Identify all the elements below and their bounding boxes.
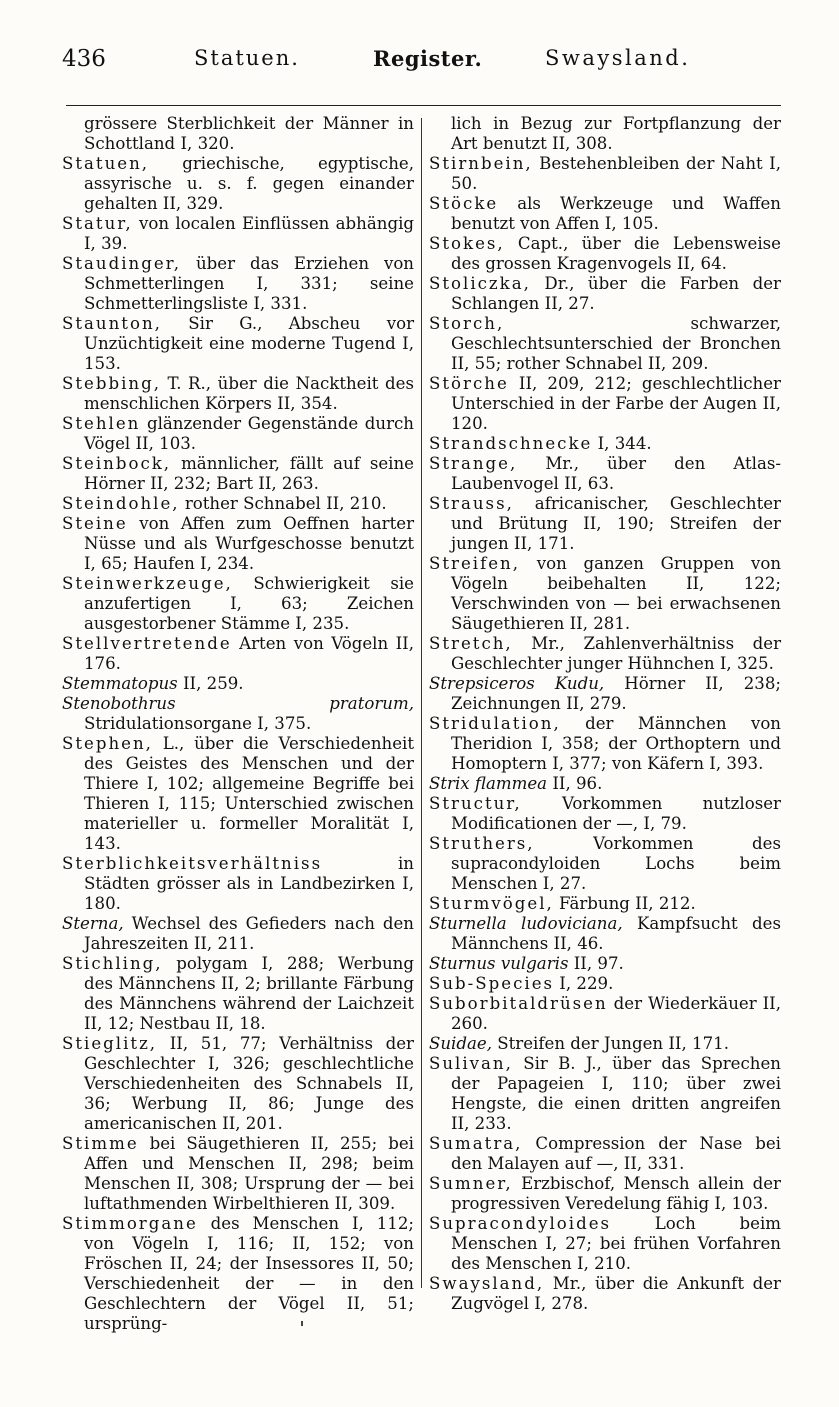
entry-text: I, 344.	[592, 434, 652, 453]
entry-text: T. R., über die Nacktheit des menschlichen Körpers II, 354.	[84, 374, 414, 413]
entry-text: der Männchen von Theridion I, 358; der Orthoptern und Homoptern I, 377; von Käfern I, 393.	[451, 714, 781, 773]
index-entry	[429, 954, 781, 974]
index-entry	[429, 494, 781, 554]
entry-text: von ganzen Gruppen von Vögeln beibehalten II, 122; Verschwinden von — bei erwachsenen Säugethieren II, 281.	[451, 554, 781, 633]
entry-headword: Stoliczka,	[429, 274, 531, 293]
entry-text: II, 209, 212; geschlechtlicher Unterschied in der Farbe der Augen II, 120.	[451, 374, 781, 433]
entry-text: grössere Sterblichkeit der Männer in Schottland I, 320.	[84, 114, 414, 153]
index-entry	[62, 214, 414, 254]
entry-text: Stridulationsorgane I, 375.	[84, 714, 312, 733]
entry-headword: Staudinger,	[62, 254, 182, 273]
entry-headword: Strix flammea	[429, 774, 548, 793]
entry-text: L., über die Verschiedenheit des Geistes des Menschen und der Thiere I, 102; allgemeine Begriffe bei Thieren I, 115; Unterschied zwischen materieller u. formeller Moralität I, 143.	[84, 734, 414, 853]
index-entry	[62, 954, 414, 1034]
index-entry	[429, 154, 781, 194]
entry-text: Schwierigkeit sie anzufertigen I, 63; Zeichen ausgestorbener Stämme I, 235.	[84, 574, 414, 633]
index-entry	[429, 914, 781, 954]
running-header	[62, 46, 776, 80]
entry-text: Vorkommen nutzloser Modificationen der —, I, 79.	[451, 794, 781, 833]
right-column	[429, 114, 781, 1314]
entry-headword: Structur,	[429, 794, 522, 813]
entry-headword: Stenobothrus pratorum,	[62, 694, 414, 713]
entry-headword: Steinbock,	[62, 454, 172, 473]
index-entry	[429, 454, 781, 494]
entry-headword: Stöcke	[429, 194, 499, 213]
entry-text: Mr., über die Ankunft der Zugvögel I, 278.	[451, 1274, 781, 1313]
column-divider	[421, 118, 422, 1288]
entry-text: Bestehenbleiben der Naht I, 50.	[451, 154, 781, 193]
index-entry	[429, 1214, 781, 1274]
entry-headword: Statuen,	[62, 154, 150, 173]
entry-text: der Wiederkäuer II, 260.	[451, 994, 781, 1033]
entry-headword: Steinwerkzeuge,	[62, 574, 233, 593]
entry-headword: Stellvertretende	[62, 634, 232, 653]
entry-headword: Sulivan,	[429, 1054, 513, 1073]
entry-text: bei Säugethieren II, 255; bei Affen und Menschen II, 298; beim Menschen II, 308; Ursprung der — bei luftathmenden Wirbelthieren II, 309.	[84, 1134, 414, 1213]
entry-headword: Statur,	[62, 214, 133, 233]
entry-text: africanischer, Geschlechter und Brütung II, 190; Streifen der jungen II, 171.	[451, 494, 781, 553]
index-entry	[62, 494, 414, 514]
entry-headword: Stimme	[62, 1134, 139, 1153]
entry-text: als Werkzeuge und Waffen benutzt von Affen I, 105.	[451, 194, 781, 233]
index-entry	[429, 714, 781, 774]
entry-headword: Swaysland,	[429, 1274, 545, 1293]
entry-text: Sir G., Abscheu vor Unzüchtigkeit eine moderne Tugend I, 153.	[84, 314, 414, 373]
entry-text: des Menschen I, 112; von Vögeln I, 116; II, 152; von Fröschen II, 24; der Insessores II, 50; Verschiedenheit der — in den Geschlechtern der Vögel II, 51; ursprüng-	[84, 1214, 414, 1333]
entry-text: Färbung II, 212.	[553, 894, 696, 913]
entry-headword: Steindohle,	[62, 494, 180, 513]
entry-headword: Suidae,	[429, 1034, 492, 1053]
index-entry	[62, 1034, 414, 1134]
entry-headword: Stichling,	[62, 954, 163, 973]
index-entry	[62, 674, 414, 694]
index-entry	[429, 314, 781, 374]
entry-text: Kampfsucht des Männchens II, 46.	[451, 914, 781, 953]
index-entry	[429, 274, 781, 314]
entry-text: Sir B. J., über das Sprechen der Papageien I, 110; über zwei Hengste, die einen dritten angreifen II, 233.	[451, 1054, 781, 1133]
entry-headword: Stieglitz,	[62, 1034, 158, 1053]
entry-text: Hörner II, 238; Zeichnungen II, 279.	[451, 674, 781, 713]
entry-headword: Stirnbein,	[429, 154, 533, 173]
entry-headword: Sterna,	[62, 914, 124, 933]
index-entry	[429, 674, 781, 714]
index-entry	[62, 1214, 414, 1334]
entry-text: II, 97.	[568, 954, 624, 973]
index-entry	[62, 314, 414, 374]
entry-text: griechische, egyptische, assyrische u. s. f. gegen einander gehalten II, 329.	[84, 154, 414, 213]
entry-headword: Stretch,	[429, 634, 513, 653]
header-title: Register.	[373, 46, 483, 71]
entry-text: Mr., über den Atlas-Laubenvogel II, 63.	[451, 454, 781, 493]
entry-text: von localen Einflüssen abhängig I, 39.	[84, 214, 414, 253]
index-entry	[62, 374, 414, 414]
index-entry	[62, 694, 414, 734]
index-entry	[62, 734, 414, 854]
index-entry	[62, 254, 414, 314]
entry-text: in Städten grösser als in Landbezirken I, 180.	[84, 854, 414, 913]
index-entry	[429, 794, 781, 834]
index-entry	[62, 914, 414, 954]
entry-text: Arten von Vögeln II, 176.	[84, 634, 414, 673]
entry-text: über das Erziehen von Schmetterlingen I, 331; seine Schmetterlingsliste I, 331.	[84, 254, 414, 313]
index-entry	[429, 834, 781, 894]
index-entry	[62, 114, 414, 154]
print-speck	[301, 1321, 303, 1326]
entry-headword: Staunton,	[62, 314, 162, 333]
index-entry	[429, 374, 781, 434]
entry-headword: Stehlen	[62, 414, 141, 433]
entry-text: Vorkommen des supracondyloiden Lochs beim Menschen I, 27.	[451, 834, 781, 893]
index-entry	[62, 154, 414, 214]
entry-text: II, 96.	[547, 774, 603, 793]
entry-headword: Sumatra,	[429, 1134, 523, 1153]
index-entry	[62, 454, 414, 494]
index-entry	[62, 514, 414, 574]
entry-headword: Sumner,	[429, 1174, 513, 1193]
index-entry	[62, 634, 414, 674]
entry-headword: Stebbing,	[62, 374, 161, 393]
index-entry	[62, 414, 414, 454]
entry-text: rother Schnabel II, 210.	[179, 494, 387, 513]
entry-headword: Sturnella ludoviciana,	[429, 914, 623, 933]
entry-headword: Stimmorgane	[62, 1214, 198, 1233]
entry-text: II, 51, 77; Verhältniss der Geschlechter I, 326; geschlechtliche Verschiedenheiten des Schnabels II, 36; Werbung II, 86; Junge des americanischen II, 201.	[84, 1034, 414, 1133]
index-entry	[429, 1134, 781, 1174]
left-column	[62, 114, 414, 1334]
entry-headword: Struthers,	[429, 834, 535, 853]
entry-text: II, 259.	[177, 674, 244, 693]
index-entry	[429, 194, 781, 234]
entry-headword: Sub-Species	[429, 974, 555, 993]
entry-headword: Stokes,	[429, 234, 505, 253]
index-entry	[429, 634, 781, 674]
index-entry	[429, 434, 781, 454]
entry-text: Dr., über die Farben der Schlangen II, 27.	[451, 274, 781, 313]
index-entry	[429, 1174, 781, 1214]
entry-headword: Sturmvögel,	[429, 894, 554, 913]
entry-headword: Sturnus vulgaris	[429, 954, 569, 973]
index-entry	[429, 894, 781, 914]
entry-headword: Strauss,	[429, 494, 514, 513]
page-number: 436	[62, 46, 106, 72]
entry-text: Wechsel des Gefieders nach den Jahreszeiten II, 211.	[84, 914, 414, 953]
entry-text: Loch beim Menschen I, 27; bei frühen Vorfahren des Menschen I, 210.	[451, 1214, 781, 1273]
index-entry	[62, 1134, 414, 1214]
entry-headword: Stemmatopus	[62, 674, 178, 693]
entry-text: schwarzer, Geschlechtsunterschied der Bronchen II, 55; rother Schnabel II, 209.	[451, 314, 781, 373]
entry-headword: Storch,	[429, 314, 505, 333]
entry-headword: Stephen,	[62, 734, 153, 753]
entry-headword: Sterblichkeitsverhältniss	[62, 854, 323, 873]
entry-text: polygam I, 288; Werbung des Männchens II, 2; brillante Färbung des Männchens während der Laichzeit II, 12; Nestbau II, 18.	[84, 954, 414, 1033]
entry-text: Capt., über die Lebensweise des grossen Kragenvogels II, 64.	[451, 234, 781, 273]
entry-text: Erzbischof, Mensch allein der progressiven Veredelung fähig I, 103.	[451, 1174, 781, 1213]
index-entry	[429, 1034, 781, 1054]
index-entry	[429, 1054, 781, 1134]
entry-text: von Affen zum Oeffnen harter Nüsse und als Wurfgeschosse benutzt I, 65; Haufen I, 234.	[84, 514, 414, 573]
entry-headword: Suborbitaldrüsen	[429, 994, 608, 1013]
index-entry	[429, 974, 781, 994]
header-rule	[66, 105, 781, 106]
entry-text: Mr., Zahlenverhältniss der Geschlechter junger Hühnchen I, 325.	[451, 634, 781, 673]
entry-headword: Steine	[62, 514, 128, 533]
index-entry	[429, 774, 781, 794]
entry-text: Compression der Nase bei den Malayen auf —, II, 331.	[451, 1134, 781, 1173]
index-entry	[429, 1274, 781, 1314]
entry-text: Streifen der Jungen II, 171.	[491, 1034, 729, 1053]
entry-headword: Streifen,	[429, 554, 521, 573]
entry-text: männlicher, fällt auf seine Hörner II, 232; Bart II, 263.	[84, 454, 414, 493]
entry-headword: Strange,	[429, 454, 518, 473]
index-entry	[62, 854, 414, 914]
entry-headword: Strandschnecke	[429, 434, 593, 453]
index-entry	[429, 994, 781, 1034]
index-entry	[62, 574, 414, 634]
entry-headword: Stridulation,	[429, 714, 561, 733]
entry-headword: Strepsiceros Kudu,	[429, 674, 605, 693]
header-right-word: Swaysland.	[545, 46, 691, 70]
entry-headword: Supracondyloides	[429, 1214, 612, 1233]
entry-text: glänzender Gegenstände durch Vögel II, 103.	[84, 414, 414, 453]
header-left-word: Statuen.	[194, 46, 300, 70]
index-entry	[429, 234, 781, 274]
index-entry	[429, 554, 781, 634]
entry-text: lich in Bezug zur Fortpflanzung der Art benutzt II, 308.	[451, 114, 781, 153]
entry-text: I, 229.	[554, 974, 614, 993]
entry-headword: Störche	[429, 374, 509, 393]
index-entry	[429, 114, 781, 154]
